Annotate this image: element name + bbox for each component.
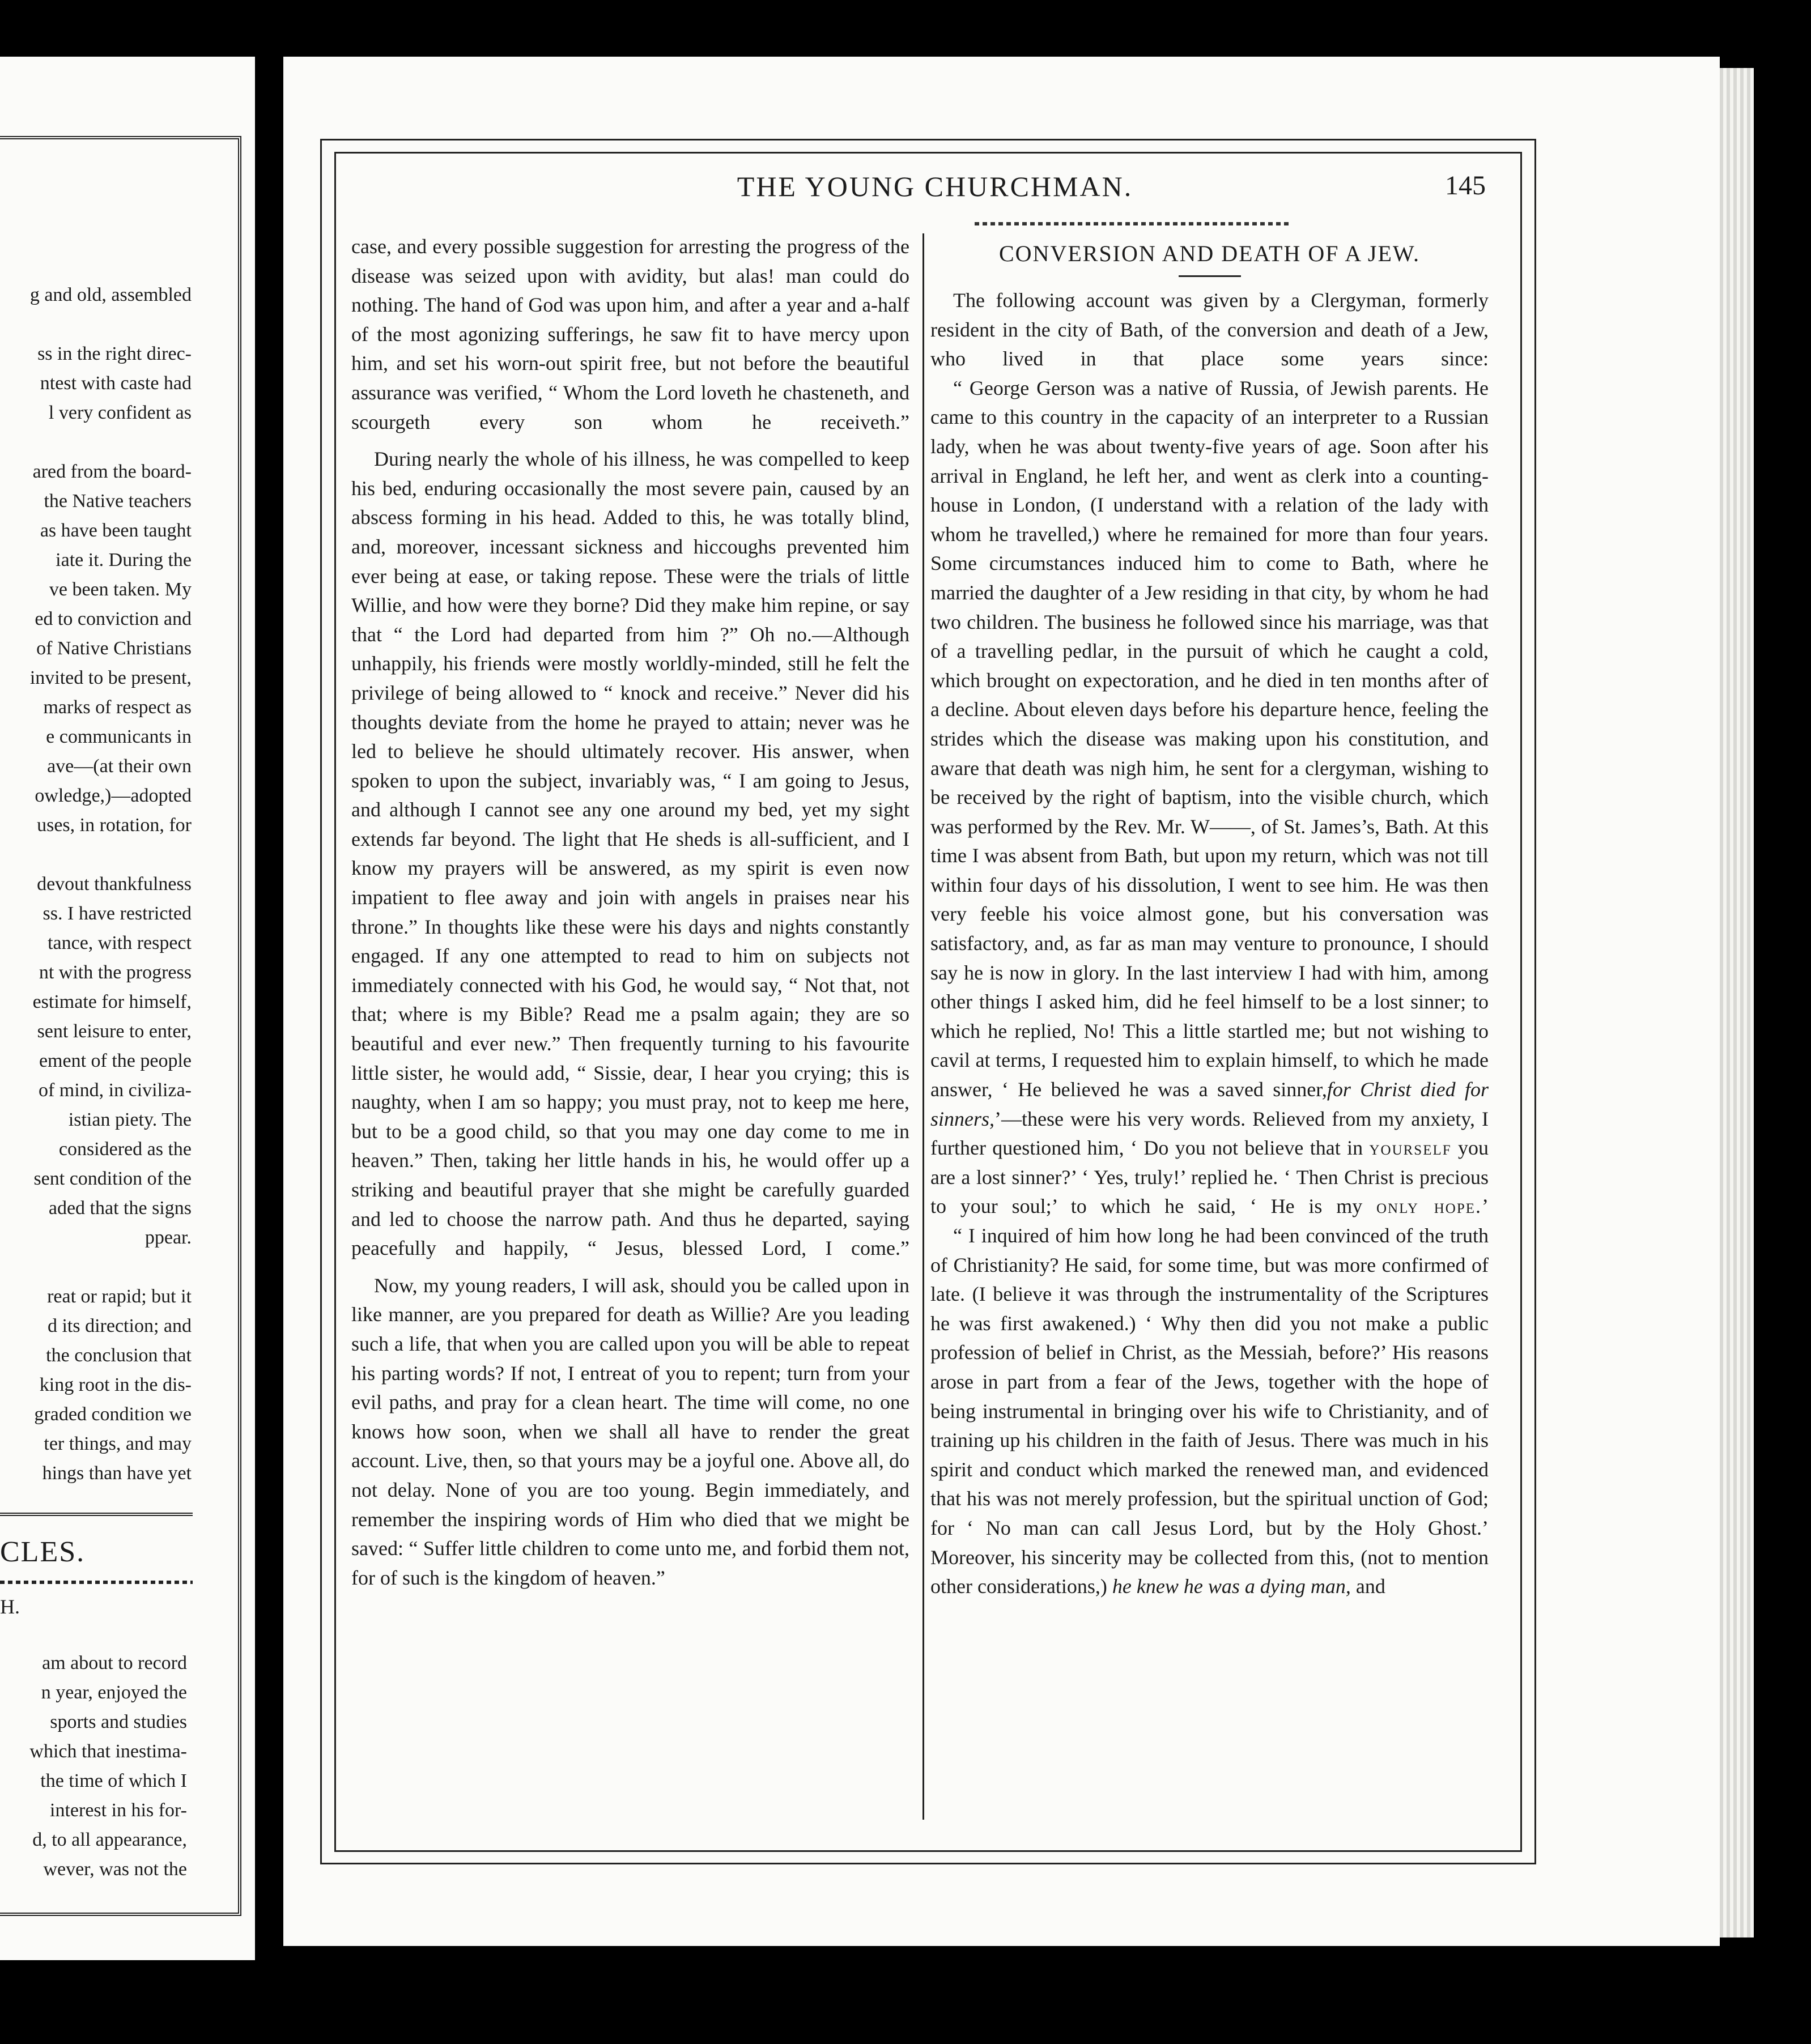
- article-title: CONVERSION AND DEATH OF A JEW.: [998, 241, 1421, 266]
- left-page-line: which that inestima-: [29, 1741, 187, 1762]
- running-title: THE YOUNG CHURCHMAN.: [737, 171, 1133, 202]
- left-page-line: ared from the board-: [32, 461, 192, 482]
- left-page-line: graded condition we: [34, 1404, 192, 1425]
- paragraph-text: ’—these were his very words. Relieved from my anxiety, I further questioned him, ‘ Do you not believe that in: [930, 1107, 1489, 1160]
- page-number: 145: [1445, 171, 1486, 201]
- page-edges: [1720, 68, 1754, 1937]
- left-page-line: l very confident as: [48, 402, 192, 423]
- left-page-line: ppear.: [144, 1227, 192, 1248]
- left-page-line: estimate for himself,: [32, 991, 192, 1012]
- left-page-line: iate it. During the: [56, 550, 192, 570]
- left-page-line: as have been taught: [40, 520, 192, 541]
- left-page-line: uses, in rotation, for: [37, 815, 192, 836]
- left-page-line: nt with the progress: [39, 962, 192, 983]
- paragraph-text: and: [1355, 1575, 1385, 1598]
- left-page-line: [0, 310, 192, 339]
- left-page-line: sports and studies: [50, 1711, 187, 1732]
- title-rule: [1179, 275, 1241, 277]
- paragraph: The following account was given by a Clergyman, formerly resident in the city of Bath, of the conversion and death of a Jew, who lived in that place some years since:: [930, 289, 1489, 371]
- left-page-line: tance, with respect: [48, 932, 192, 953]
- left-page-line: ve been taken. My: [49, 579, 192, 600]
- left-page-ornament: [0, 1581, 193, 1584]
- paragraph-text: ’: [1482, 1195, 1489, 1218]
- left-page-line: wever, was not the: [43, 1859, 187, 1880]
- column-divider: [922, 233, 924, 1820]
- left-page-line: e communicants in: [46, 726, 192, 747]
- column-right: [930, 232, 1489, 1602]
- left-page-line: n year, enjoyed the: [41, 1682, 187, 1703]
- left-page-line: interest in his for-: [50, 1800, 187, 1821]
- left-page-line: ter things, and may: [44, 1433, 192, 1454]
- left-page-heading: CLES.: [0, 1536, 86, 1568]
- left-page-line: ave—(at their own: [47, 756, 192, 777]
- left-page-line: ement of the people: [39, 1050, 192, 1071]
- paragraph: During nearly the whole of his illness, he was compelled to keep his bed, enduring occasionally the most severe pain, caused by an abscess forming in his head. Added to this, he was totally blind, and, moreover, incessant sickness and hiccoughs prevented him ever being at ease, or taking repose. These were the trials of little Willie, and how were they borne? Did they make him repine, or say that “ the Lord had departed from him ?” Oh no.—Although unhappily, his friends were mostly worldly-minded, still he felt the privilege of being allowed to “ knock and receive.” Never did his thoughts deviate from the home he prayed to attain; never was he led to believe he should ultimately recover. His answer, when spoken to upon the subject, invariably was, “ I am going to Jesus, and although I cannot see any one around my bed, yet my sight extends far beyond. The light that He sheds is all-sufficient, and I know my prayers will be answered, as my spirit is even now impatient to flee away and join with angels in praises near his throne.” In thoughts like these were his days and nights constantly engaged. If any one attempted to read to him on subjects not immediately connected with his God, he would say, “ Not that, not that; where is my Bible? Read me a psalm again; they are so beautiful and ever new.” Then frequently turning to his favourite little sister, he would add, “ Sissie, dear, I hear you crying; this is naughty, when I am so happy; you must pray, not to keep me here, but to be a good child, so that you may one day come to me in heaven.” Then, taking her little hands in his, he would offer up a striking and beautiful prayer that she might be carefully guarded and led to choose the narrow path. And thus he departed, saying peacefully and happily, “ Jesus, blessed Lord, I come.”: [351, 448, 909, 1260]
- left-page-line: g and old, assembled: [29, 284, 192, 305]
- left-page-line: d its direction; and: [47, 1315, 192, 1336]
- left-page-line: reat or rapid; but it: [47, 1286, 192, 1307]
- left-page-line: invited to be present,: [29, 667, 192, 688]
- left-page-subheading: H.: [0, 1595, 20, 1618]
- paragraph: [930, 1221, 1489, 1602]
- left-page-line: of mind, in civiliza-: [38, 1080, 192, 1101]
- paragraph-text: you are a lost sinner?’ ‘ Yes, truly!’ replied he. ‘ Then Christ is precious to your soul;’ to which he said, ‘ He is my: [930, 1136, 1489, 1218]
- left-page-line: [0, 840, 192, 870]
- left-page-text-lower: [0, 1649, 187, 1884]
- left-page-text-upper: [0, 280, 192, 1488]
- left-page-line: ss in the right direc-: [37, 343, 192, 364]
- left-facing-page: [0, 57, 255, 1960]
- left-page-line: d, to all appearance,: [32, 1829, 187, 1850]
- left-page-line: sent leisure to enter,: [37, 1021, 192, 1042]
- left-page-line: ed to conviction and: [35, 608, 192, 629]
- left-page-line: am about to record: [42, 1653, 187, 1673]
- left-page-line: the time of which I: [40, 1770, 187, 1791]
- left-page-line: marks of respect as: [43, 697, 192, 718]
- paragraph: [930, 374, 1489, 1221]
- paragraph-text: “ George Gerson was a native of Russia, of Jewish parents. He came to this country in the capacity of an interpreter to a Russian lady, when he was about twenty-five years of age. Soon after his arrival in England, he left her, and went as clerk into a counting-house in London, (I understand with a relation of the lady with whom he travelled,) where he remained for more than four years. Some circumstances induced him to come to Bath, where he married the daughter of a Jew residing in that city, by whom he had two children. The business he followed since his marriage, was that of a travelling pedlar, in the pursuit of which he caught a cold, which brought on expectoration, and he died in ten months after of a decline. About eleven days before his departure hence, feeling the strides which the disease was making upon his constitution, and aware that death was nigh him, he sent for a clergyman, wishing to be received by the right of baptism, into the visible church, which was performed by the Rev. Mr. W——, of St. James’s, Bath. At this time I was absent from Bath, but upon my return, which was not till within four days of his dissolution, I went to see him. He was then very feeble his voice almost gone, but his conversation was satisfactory, and, as far as man may venture to pronounce, I should say he is now in glory. In the last interview I had with him, among other things I asked him, did he feel himself to be a lost sinner; to which he replied, No! This a little startled me; but not wishing to cavil at terms, I requested him to explain himself, to which he made answer, ‘ He believed he was a saved sinner,: [930, 376, 1489, 1101]
- book-gutter: [256, 0, 283, 2044]
- small-caps-text: only hope.: [1376, 1195, 1482, 1218]
- left-page-line: owledge,)—adopted: [35, 785, 192, 806]
- left-page-rule: [0, 1513, 193, 1516]
- header-ornament: [975, 222, 1292, 225]
- left-page-line: aded that the signs: [48, 1198, 192, 1219]
- left-page-line: king root in the dis-: [39, 1374, 192, 1395]
- left-page-line: considered as the: [58, 1139, 192, 1160]
- left-page-line: ss. I have restricted: [42, 903, 192, 924]
- left-page-line: sent condition of the: [33, 1168, 192, 1189]
- left-page-line: ntest with caste had: [40, 373, 192, 394]
- paragraph: Now, my young readers, I will ask, should you be called upon in like manner, are you prepared for death as Willie? Are you leading such a life, that when you are called upon you will be able to repeat his parting words? If not, I entreat of you to repent; turn from your evil paths, and pray for a clean heart. The time will come, no one knows how soon, when we shall all have to render the great account. Live, then, so that yours may be a joyful one. Above all, do not delay. None of you are too young. Begin immediately, and remember the inspiring words of Him who died that we might be saved: “ Suffer little children to come unto me, and forbid them not, for of such is the kingdom of heaven.”: [351, 1274, 909, 1589]
- left-page-line: [0, 1253, 192, 1282]
- left-page-line: hings than have yet: [42, 1463, 192, 1484]
- column-left: [351, 232, 909, 1592]
- small-caps-text: yourself: [1369, 1136, 1452, 1160]
- left-page-line: the conclusion that: [46, 1345, 192, 1366]
- italic-text: for Christ died for sinners,: [930, 1078, 1489, 1130]
- left-page-line: istian piety. The: [68, 1109, 192, 1130]
- italic-text: he knew he was a dying man,: [1112, 1575, 1351, 1598]
- paragraph-text: “ I inquired of him how long he had been convinced of the truth of Christianity? He said, for some time, but was more confirmed of late. (I believe it was through the instrumentality of the Scriptures he was first awakened.) ‘ Why then did you not make a public profession of belief in Christ, as the Messiah, before?’ His reasons arose in part from a fear of the Jews, together with the hope of being instrumental in bringing over his wife to Christianity, and of training up his children in the faith of Jesus. There was much in his spirit and conduct which marked the renewed man, and evidenced that his was not merely profession, but the spiritual unction of God; for ‘ No man can call Jesus Lord, but by the Holy Ghost.’ Moreover, his sincerity may be collected from this, (not to mention other considerations,): [930, 1224, 1489, 1598]
- left-page-line: devout thankfulness: [37, 874, 192, 895]
- left-page-line: the Native teachers: [44, 491, 192, 512]
- paragraph: case, and every possible suggestion for arresting the progress of the disease was seized upon with avidity, but alas! man could do nothing. The hand of God was upon him, and after a year and a-half of the most agonizing sufferings, he saw fit to have mercy upon him, and set his worn-out spirit free, but not before the beautiful assurance was verified, “ Whom the Lord loveth he chasteneth, and scourgeth every son whom he receiveth.”: [351, 235, 909, 433]
- left-page-line: of Native Christians: [36, 638, 192, 659]
- left-page-line: [0, 428, 192, 457]
